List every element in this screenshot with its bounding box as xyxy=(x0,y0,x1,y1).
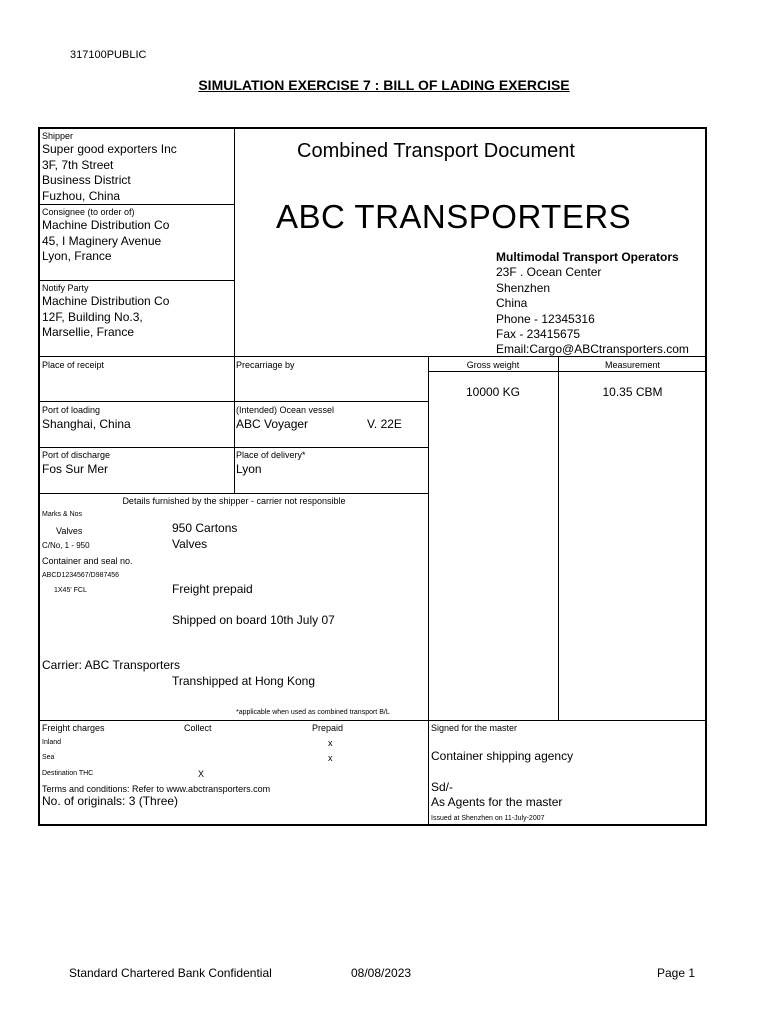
port-of-loading-label: Port of loading xyxy=(42,405,101,415)
shipper-details-heading: Details furnished by the shipper - carrier not responsible xyxy=(122,496,346,506)
notify-party-line: Machine Distribution Co xyxy=(42,294,170,308)
footer-page-number: Page 1 xyxy=(657,966,696,980)
measurement-value: 10.35 CBM xyxy=(602,385,663,399)
container-number: ABCD1234567/D987456 xyxy=(42,572,120,579)
divider xyxy=(234,129,235,494)
terms-and-conditions: Terms and conditions: Refer to www.abctransporters.com xyxy=(42,784,271,794)
divider xyxy=(558,356,559,720)
voyage-number: V. 22E xyxy=(367,417,402,431)
notify-party-label: Notify Party xyxy=(42,283,89,293)
mto-heading: Multimodal Transport Operators xyxy=(496,250,679,264)
place-of-delivery-label: Place of delivery* xyxy=(236,450,306,460)
divider xyxy=(40,720,707,721)
destination-thc-label: Destination THC xyxy=(42,770,94,777)
consignee-line: Lyon, France xyxy=(42,249,112,263)
footer-date: 08/08/2023 xyxy=(351,966,412,980)
consignee-line: Machine Distribution Co xyxy=(42,218,170,232)
shipper-line: Super good exporters Inc xyxy=(42,142,177,156)
shipper-line: 3F, 7th Street xyxy=(42,157,114,172)
agents-for-master: As Agents for the master xyxy=(431,795,563,809)
consignee-label: Consignee (to order of) xyxy=(42,207,135,217)
divider xyxy=(40,493,428,494)
signature-mark: Sd/- xyxy=(431,780,454,794)
container-label: Container and seal no. xyxy=(42,556,133,566)
page-code: 317100PUBLIC xyxy=(70,49,147,61)
port-of-discharge-label: Port of discharge xyxy=(42,450,111,460)
divider xyxy=(40,280,234,281)
company-address-line: Shenzhen xyxy=(496,280,551,295)
sea-label: Sea xyxy=(42,754,55,761)
marks-value: Valves xyxy=(56,526,83,536)
ocean-vessel-label: (Intended) Ocean vessel xyxy=(236,405,335,415)
page-title: SIMULATION EXERCISE 7 : BILL OF LADING EXERCISE xyxy=(198,77,570,93)
shipper-line: Business District xyxy=(42,173,131,187)
divider xyxy=(40,401,428,402)
inland-prepaid-mark: x xyxy=(328,738,333,748)
company-address-line: 23F . Ocean Center xyxy=(496,265,602,279)
divider xyxy=(428,371,707,372)
shipper-line: Fuzhou, China xyxy=(42,188,121,203)
port-of-loading-value: Shanghai, China xyxy=(42,417,131,431)
notify-party-line: 12F, Building No.3, xyxy=(42,309,143,324)
company-phone: Phone - 12345316 xyxy=(496,311,595,326)
measurement-label: Measurement xyxy=(604,360,661,370)
divider xyxy=(40,204,234,205)
precarriage-label: Precarriage by xyxy=(236,360,295,370)
destination-thc-collect-mark: X xyxy=(198,769,205,779)
shipped-on-board: Shipped on board 10th July 07 xyxy=(172,613,335,627)
consignee-line: 45, I Maginery Avenue xyxy=(42,233,162,248)
bill-of-lading-form xyxy=(38,127,707,826)
container-type: 1X45' FCL xyxy=(54,587,87,594)
footer-confidential: Standard Chartered Bank Confidential xyxy=(69,966,272,980)
carrier-name: Carrier: ABC Transporters xyxy=(42,658,181,672)
divider xyxy=(40,447,428,448)
gross-weight-value: 10000 KG xyxy=(465,385,521,399)
ocean-vessel-value: ABC Voyager xyxy=(236,417,309,431)
marks-label: Marks & Nos xyxy=(42,511,83,518)
place-of-delivery-value: Lyon xyxy=(236,462,262,476)
place-of-receipt-label: Place of receipt xyxy=(42,360,105,370)
signing-agency: Container shipping agency xyxy=(431,749,574,763)
gross-weight-label: Gross weight xyxy=(466,360,520,370)
company-name: ABC TRANSPORTERS xyxy=(276,198,632,235)
company-fax: Fax - 23415675 xyxy=(496,327,581,341)
company-address-line: China xyxy=(496,296,528,310)
carton-numbers: C/No, 1 - 950 xyxy=(42,541,90,550)
port-of-discharge-value: Fos Sur Mer xyxy=(42,462,109,476)
document-type: Combined Transport Document xyxy=(297,140,575,162)
combined-transport-footnote: *applicable when used as combined transport B/L xyxy=(236,709,390,716)
sea-prepaid-mark: x xyxy=(328,753,333,763)
goods-description: Valves xyxy=(172,536,208,551)
freight-charges-label: Freight charges xyxy=(42,723,105,733)
issue-place-date: Issued at Shenzhen on 11-July-2007 xyxy=(431,815,545,822)
transhipment: Transhipped at Hong Kong xyxy=(172,674,315,688)
number-of-originals: No. of originals: 3 (Three) xyxy=(42,794,179,808)
shipper-label: Shipper xyxy=(42,131,74,141)
collect-label: Collect xyxy=(184,723,212,733)
notify-party-line: Marsellie, France xyxy=(42,325,135,339)
company-email: Email:Cargo@ABCtransporters.com xyxy=(496,342,689,356)
prepaid-label: Prepaid xyxy=(312,723,344,733)
freight-terms: Freight prepaid xyxy=(172,582,253,596)
divider xyxy=(428,356,429,824)
inland-label: Inland xyxy=(42,739,62,746)
cartons-count: 950 Cartons xyxy=(172,521,238,535)
signed-for-master-label: Signed for the master xyxy=(431,723,518,733)
